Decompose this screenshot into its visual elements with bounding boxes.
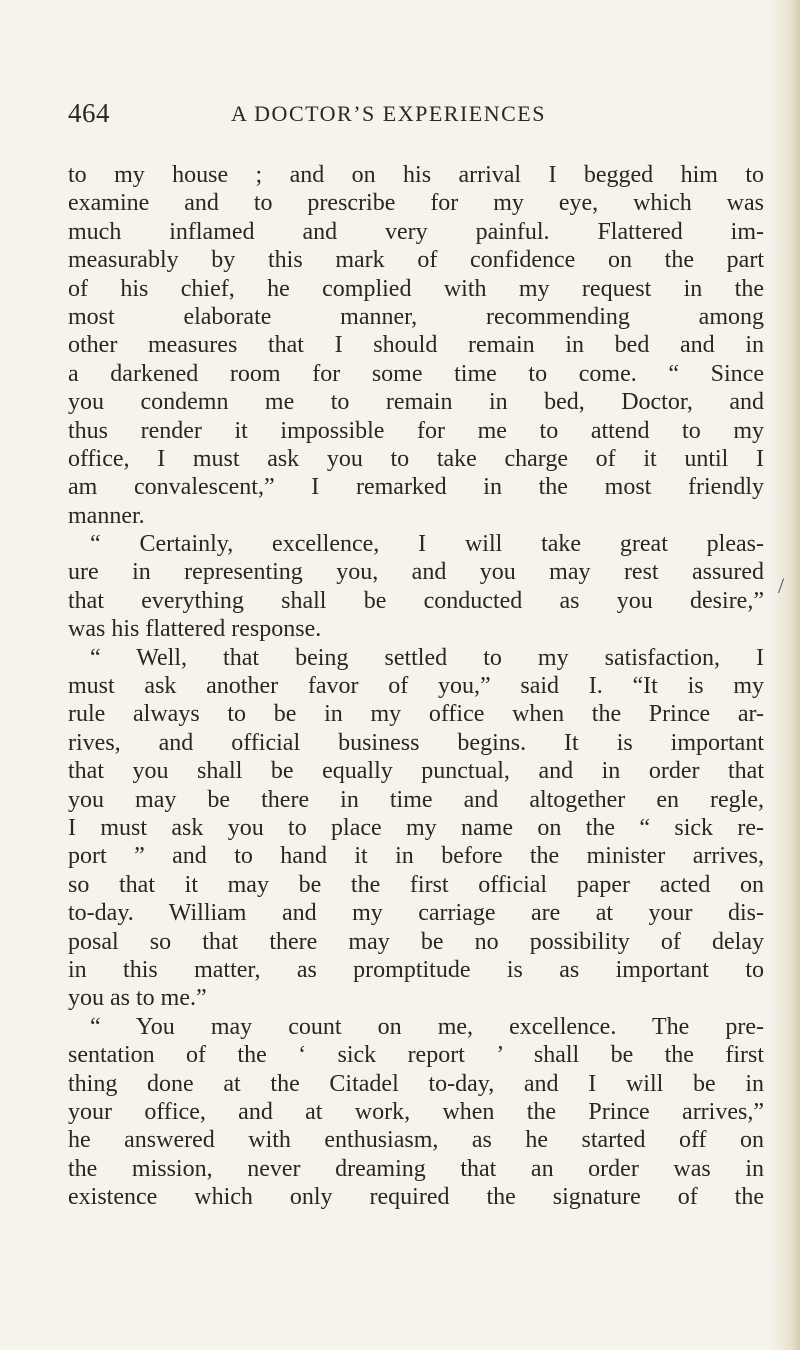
page-header <box>68 98 708 138</box>
text-line: the mission, never dreaming that an order was in <box>68 1155 764 1182</box>
text-line: your office, and at work, when the Prince arrives,” <box>68 1098 764 1125</box>
text-line: most elaborate manner, recommending among <box>68 303 764 330</box>
text-line: posal so that there may be no possibility of delay <box>68 928 764 955</box>
text-line: you may be there in time and altogether en regle, <box>68 786 764 813</box>
text-line: thus render it impossible for me to attend to my <box>68 417 764 444</box>
text-line: I must ask you to place my name on the “ sick re- <box>68 814 764 841</box>
text-line: examine and to prescribe for my eye, which was <box>68 190 764 217</box>
text-line: “ You may count on me, excellence. The pre- <box>90 1013 764 1040</box>
text-line: he answered with enthusiasm, as he started off on <box>68 1127 764 1154</box>
text-line: “ Well, that being settled to my satisfaction, I <box>90 644 764 671</box>
text-line: that everything shall be conducted as you desire,” <box>68 587 764 614</box>
text-line: to-day. William and my carriage are at your dis- <box>68 900 764 927</box>
text-line: of his chief, he complied with my request in the <box>68 275 764 302</box>
text-line: in this matter, as promptitude is as important to <box>68 956 764 983</box>
text-line: a darkened room for some time to come. “ Since <box>68 360 764 387</box>
text-line: ure in representing you, and you may rest assured <box>68 559 764 586</box>
text-line: must ask another favor of you,” said I. “It is my <box>68 673 764 700</box>
text-line: other measures that I should remain in bed and in <box>68 332 764 359</box>
text-line: you as to me.” <box>68 985 207 1012</box>
text-line: thing done at the Citadel to-day, and I will be in <box>68 1070 764 1097</box>
page-number: 464 <box>68 98 110 128</box>
text-line: rule always to be in my office when the Prince ar- <box>68 701 764 728</box>
running-head: A DOCTOR’S EXPERIENCES <box>231 101 546 126</box>
text-line: am convalescent,” I remarked in the most friendly <box>68 474 764 501</box>
text-line: existence which only required the signature of the <box>68 1184 764 1211</box>
text-line: manner. <box>68 502 145 529</box>
text-line: office, I must ask you to take charge of it until I <box>68 445 764 472</box>
text-line: much inflamed and very painful. Flattered im- <box>68 218 764 245</box>
text-line: port ” and to hand it in before the minister arrives, <box>68 843 764 870</box>
text-line: to my house ; and on his arrival I begged him to <box>68 162 764 188</box>
text-line: rives, and official business begins. It is important <box>68 729 764 756</box>
text-line: so that it may be the first official paper acted on <box>68 871 764 898</box>
text-line: measurably by this mark of confidence on the part <box>68 247 764 274</box>
margin-mark: / <box>778 573 785 598</box>
text-line: “ Certainly, excellence, I will take great pleas- <box>90 531 764 558</box>
text-line: that you shall be equally punctual, and in order that <box>68 758 764 785</box>
text-line: sentation of the ‘ sick report ’ shall be the first <box>68 1042 764 1069</box>
text-line: was his flattered response. <box>68 616 322 643</box>
text-line: you condemn me to remain in bed, Doctor, and <box>68 389 764 416</box>
body-text <box>68 161 764 1211</box>
